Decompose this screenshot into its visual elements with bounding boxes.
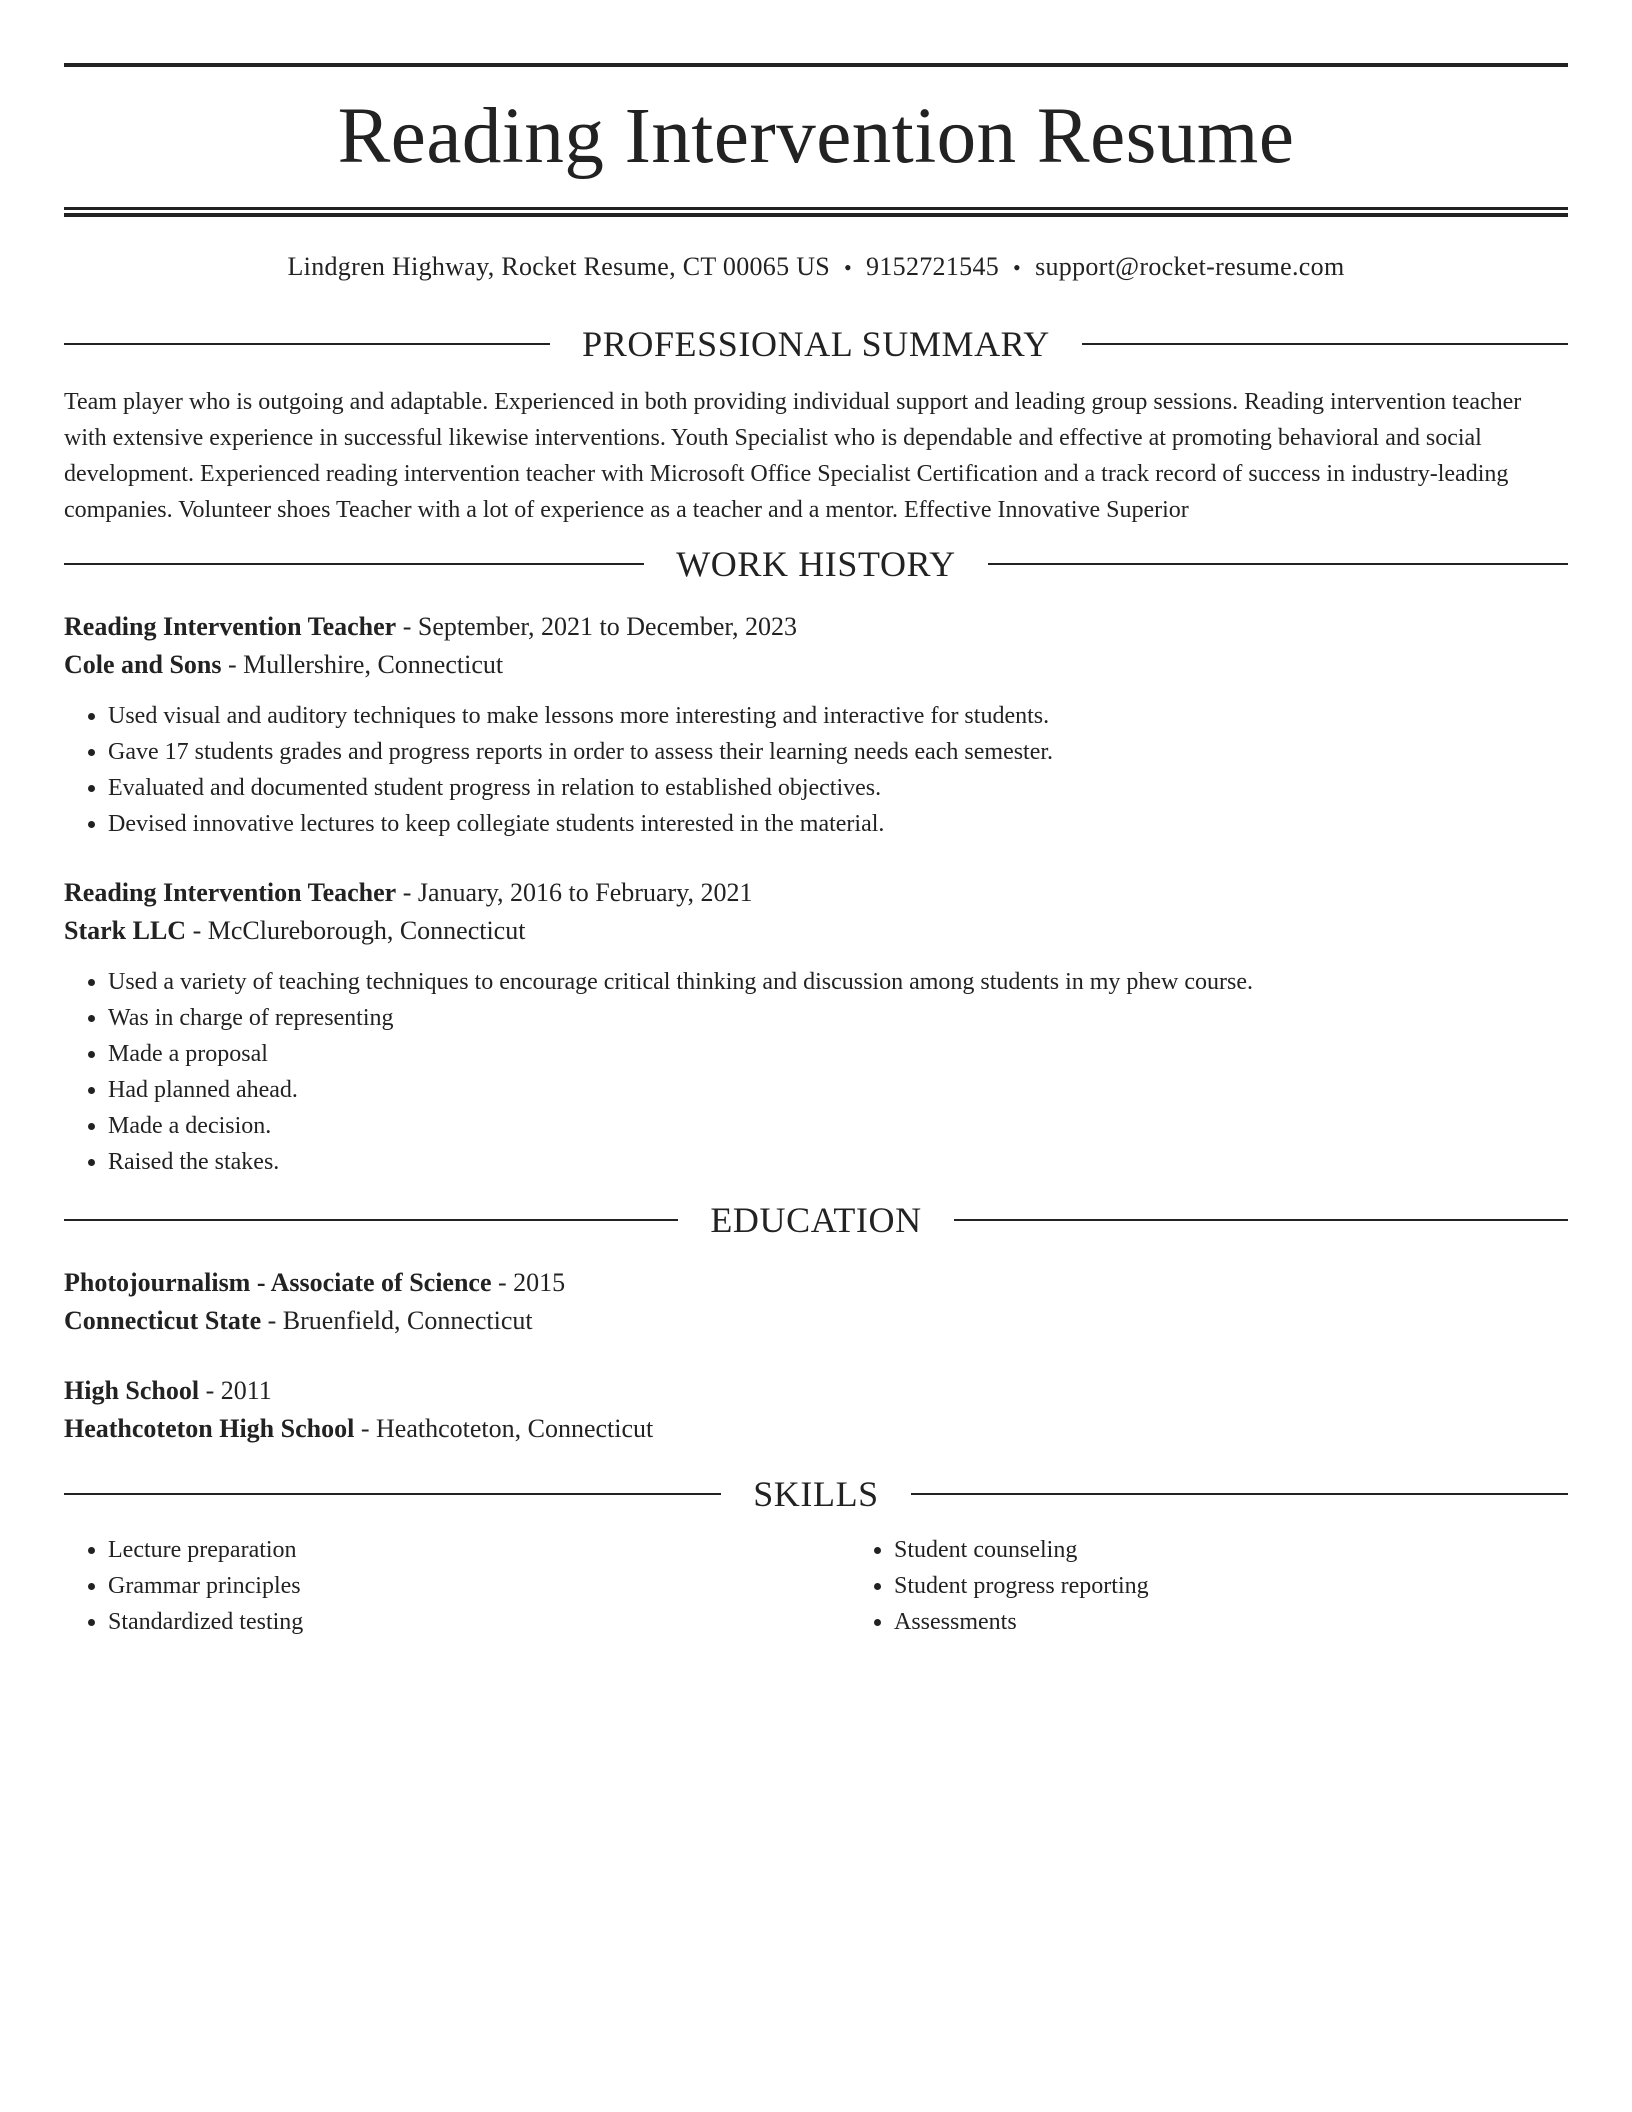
education-year: - 2011 (199, 1376, 272, 1405)
job-entry (64, 608, 1568, 842)
title-double-rule (64, 207, 1568, 217)
section-rule-right (988, 563, 1568, 565)
job-location: - McClureborough, Connecticut (186, 916, 526, 945)
education-location: - Heathcoteton, Connecticut (354, 1414, 654, 1443)
work-section-header (64, 542, 1568, 586)
resume-page (64, 0, 1568, 1640)
job-title: Reading Intervention Teacher (64, 878, 397, 907)
contact-line (64, 249, 1568, 286)
skill-item: • Grammar principles (108, 1568, 850, 1604)
title-top-rule (64, 63, 1568, 67)
contact-phone: 9152721545 (866, 252, 1000, 281)
section-rule-right (911, 1493, 1568, 1495)
job-bullet: • Had planned ahead. (108, 1072, 1568, 1108)
job-bullet: • Evaluated and documented student progress in relation to established objectives. (108, 770, 1568, 806)
job-entry (64, 874, 1568, 1180)
education-section-header (64, 1198, 1568, 1242)
education-school: Heathcoteton High School (64, 1414, 355, 1443)
job-company: Stark LLC (64, 916, 187, 945)
contact-email: support@rocket-resume.com (1035, 252, 1345, 281)
job-title-line (64, 608, 1568, 646)
section-rule-left (64, 1493, 721, 1495)
education-entry (64, 1264, 1568, 1340)
education-degree-line (64, 1372, 1568, 1410)
work-heading: WORK HISTORY (676, 544, 956, 584)
contact-address: Lindgren Highway, Rocket Resume, CT 00065 US (287, 252, 831, 281)
skills-list-right (850, 1532, 1632, 1640)
document-title: Reading Intervention Resume (337, 93, 1295, 180)
skill-item: • Lecture preparation (108, 1532, 850, 1568)
summary-heading: PROFESSIONAL SUMMARY (582, 324, 1050, 364)
education-school-line (64, 1410, 1568, 1448)
job-bullet: • Devised innovative lectures to keep collegiate students interested in the material. (108, 806, 1568, 842)
skills-section-header (64, 1472, 1568, 1516)
education-year: - 2015 (491, 1268, 566, 1297)
job-dates: - January, 2016 to February, 2021 (396, 878, 753, 907)
job-bullet: • Used visual and auditory techniques to make lessons more interesting and interactive for students. (108, 698, 1568, 734)
education-school: Connecticut State (64, 1306, 262, 1335)
job-bullets (64, 698, 1568, 842)
job-dates: - September, 2021 to December, 2023 (396, 612, 798, 641)
job-title-line (64, 874, 1568, 912)
section-rule-left (64, 563, 644, 565)
job-bullet: • Made a proposal (108, 1036, 1568, 1072)
job-location: - Mullershire, Connecticut (221, 650, 504, 679)
skills-list-left (64, 1532, 850, 1640)
skill-item: • Student progress reporting (894, 1568, 1632, 1604)
education-heading: EDUCATION (710, 1200, 922, 1240)
job-bullets (64, 964, 1568, 1180)
job-bullet: • Used a variety of teaching techniques to encourage critical thinking and discussion among students in my phew course. (108, 964, 1568, 1000)
skill-item: • Standardized testing (108, 1604, 850, 1640)
contact-separator: • (1013, 255, 1022, 280)
section-rule-right (1082, 343, 1568, 345)
education-degree: High School (64, 1376, 200, 1405)
job-title: Reading Intervention Teacher (64, 612, 397, 641)
education-location: - Bruenfield, Connecticut (261, 1306, 533, 1335)
job-company-line (64, 912, 1568, 950)
job-bullet: • Made a decision. (108, 1108, 1568, 1144)
skill-item: • Assessments (894, 1604, 1632, 1640)
section-rule-left (64, 343, 550, 345)
job-company-line (64, 646, 1568, 684)
education-degree-line (64, 1264, 1568, 1302)
education-entry (64, 1372, 1568, 1448)
skill-item: • Student counseling (894, 1532, 1632, 1568)
job-company: Cole and Sons (64, 650, 222, 679)
skills-heading: SKILLS (753, 1474, 879, 1514)
contact-separator: • (844, 255, 853, 280)
section-rule-right (954, 1219, 1568, 1221)
summary-section-header (64, 322, 1568, 366)
skills-columns (64, 1532, 1568, 1640)
section-rule-left (64, 1219, 678, 1221)
job-bullet: • Was in charge of representing (108, 1000, 1568, 1036)
job-bullet: • Raised the stakes. (108, 1144, 1568, 1180)
education-degree: Photojournalism - Associate of Science (64, 1268, 492, 1297)
education-school-line (64, 1302, 1568, 1340)
job-bullet: • Gave 17 students grades and progress reports in order to assess their learning needs each semester. (108, 734, 1568, 770)
summary-text: Team player who is outgoing and adaptable. Experienced in both providing individual support and leading group sessions. Reading intervention teacher with extensive experience in successful likewise interventions. Youth Specialist who is dependable and effective at promoting behavioral and social development. Experienced reading intervention teacher with Microsoft Office Specialist Certification and a track record of success in industry-leading companies. Volunteer shoes Teacher with a lot of experience as a teacher and a mentor. Effective Innovative Superior (64, 389, 1522, 523)
